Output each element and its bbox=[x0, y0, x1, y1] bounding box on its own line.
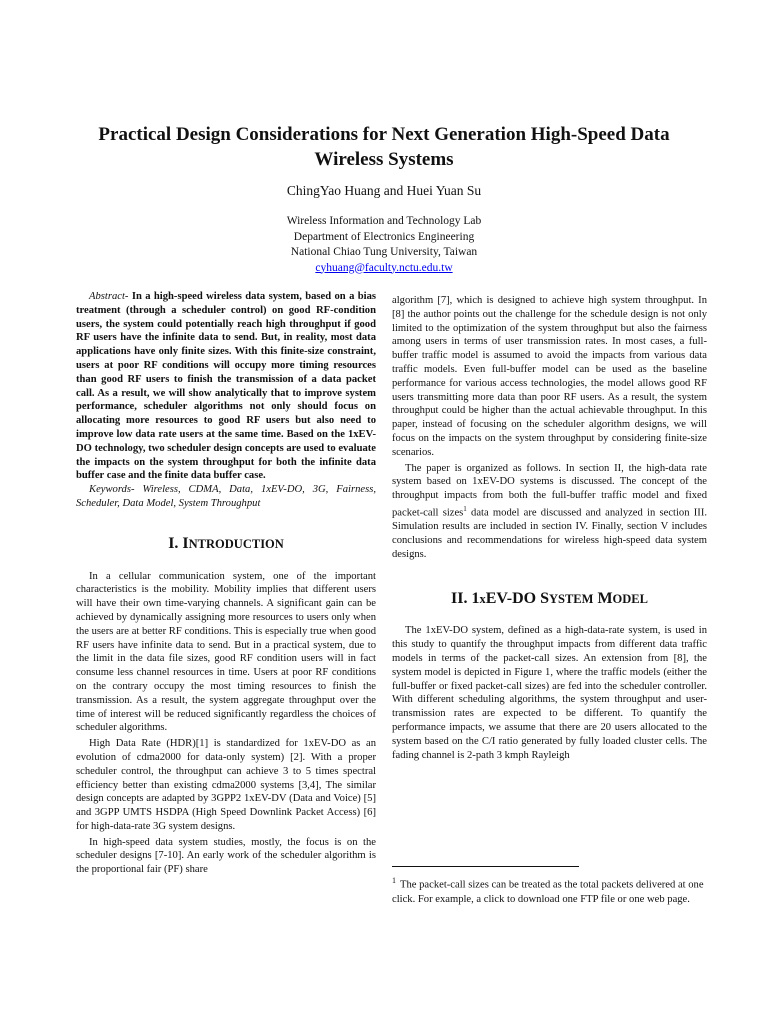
left-column bbox=[76, 290, 376, 877]
affiliation-dept: Department of Electronics Engineering bbox=[293, 230, 475, 243]
keywords: Keywords- Wireless, CDMA, Data, 1xEV-DO, 3G, Fairness, Scheduler, Data Model, System Throughput bbox=[76, 484, 376, 509]
affiliation bbox=[180, 214, 588, 276]
section-heading-system-model: II. 1xEV-DO SYSTEM MODEL bbox=[451, 589, 648, 607]
section-heading-introduction: I. INTRODUCTION bbox=[168, 534, 284, 552]
footnote-mark: 1 bbox=[392, 876, 396, 885]
abstract-text: In a high-speed wireless data system, based on a bias treatment (through a scheduler control) on good RF-condition users, the system could potentially reach high throughput if good RF users have the infinite data to send. But, in reality, most data applications have only finite sizes. With this finite-size constraint, users at poor RF conditions will occupy more timing resources than good RF users to finish the transmission of a data packet call. As a result, we will show analytically that to improve system performance, scheduler algorithms not only should focus on allocating more resources to good RF users but also need to improve low data rate users at the same time. Based on the 1xEV-DO technology, two scheduler design concepts are used to evaluate the impacts on the system throughput for both the infinite data buffer case and the finite data buffer case. bbox=[76, 291, 377, 482]
body-paragraph: The paper is organized as follows. In section II, the high-data rate system based on 1xEV-DO systems is discussed. The concept of the throughput impacts from both the full-buffer traffic model and fixed packet-call sizes$^1$ data model are discussed and analyzed in section III. Simulation results are included in section IV. Finally, section V includes conclusions and recommendations for wireless high-speed data system designs. bbox=[392, 462, 707, 560]
abstract bbox=[76, 290, 376, 483]
paper-title: Practical Design Considerations for Next Generation High-Speed Data Wireless Systems bbox=[98, 124, 670, 170]
abstract-label: Abstract- bbox=[89, 291, 129, 302]
affiliation-univ: National Chiao Tung University, Taiwan bbox=[290, 246, 478, 258]
body-paragraph: The 1xEV-DO system, defined as a high-data-rate system, is used in this study to quantify the throughput impacts from different data traffic models in terms of the packet-call sizes. An extension from [8], the system model is depicted in Figure 1, where the traffic models (either the full-buffer or fixed packet-call sizes) are fed into the scheduler controller. With different scheduling algorithms, the system throughput and user-transmission rates are expected to be different. To quantify the performance impacts, we assume that there are 20 users allocated to the system based on the C/I ratio generated by fully loaded cluster cells. The fading channel is 2-path 3 kmph Rayleigh bbox=[392, 625, 707, 761]
footnote-ref[interactable]: 1 bbox=[463, 504, 467, 513]
right-column bbox=[392, 294, 707, 762]
footnote bbox=[392, 874, 707, 908]
intro-paragraph: In a cellular communication system, one of the important characteristics is the mobility. Mobility implies that different users will have their own time-varying channels. A significant gain can be achieved by dynamically assigning more resources to users only when the users are at better RF conditions. This is especially true when good RF users have infinite data to send. But in a practical system, due to the limit in the data file sizes, good RF condition users will in fact consume less channel resources in time. Users at poor RF conditions on the contrary occupy the most timing resources to finish the transmission. As a result, the system aggregate throughput over the time of interest will be reduced significantly regardless the choices of scheduler algorithms. bbox=[76, 570, 376, 734]
footnote-divider bbox=[392, 866, 579, 867]
affiliation-lab: Wireless Information and Technology Lab bbox=[286, 215, 482, 227]
footnote-text: The packet-call sizes can be treated as the total packets delivered at one click. For example, a click to download one FTP file or one web page. bbox=[392, 879, 704, 906]
authors: ChingYao Huang and Huei Yuan Su bbox=[286, 183, 482, 198]
author-email-link[interactable]: cyhuang@faculty.nctu.edu.tw bbox=[315, 261, 453, 274]
body-paragraph: algorithm [7], which is designed to achieve high system throughput. In [8] the author points out the challenge for the schedule design is not only limited to the optimization of the system throughput but also the fairness among users in terms of user transmission rates. In most cases, a full-buffer traffic model is assumed to avoid the impacts from various data traffic models. Even full-buffer model can be used as the baseline performance for various access technologies, the model allows good RF users transmitting more data than poor RF users. As a result, the system throughput could be higher than the actual achievable throughput. In this paper, instead of focusing on the scheduler algorithm designs, we will focus on the impacts on the system throughput by considering finite-size scenarios. bbox=[392, 295, 707, 458]
intro-paragraph: High Data Rate (HDR)[1] is standardized for 1xEV-DO as an evolution of cdma2000 for data-only system) [2]. With a proper scheduler control, the throughput can achieve 3 to 5 times spectral efficiency better than existing cdma2000 systems [3,4], The similar design concepts are adapted by 3GPP2 1xEV-DV (Data and Voice) [5] and 3GPP UMTS HSDPA (High Speed Downlink Packet Access) [6] for high-data-rate 3G system designs. bbox=[76, 738, 376, 832]
intro-paragraph: In high-speed data system studies, mostly, the focus is on the scheduler designs [7-10]. An early work of the scheduler algorithm is the proportional fair (PF) share bbox=[76, 836, 376, 876]
